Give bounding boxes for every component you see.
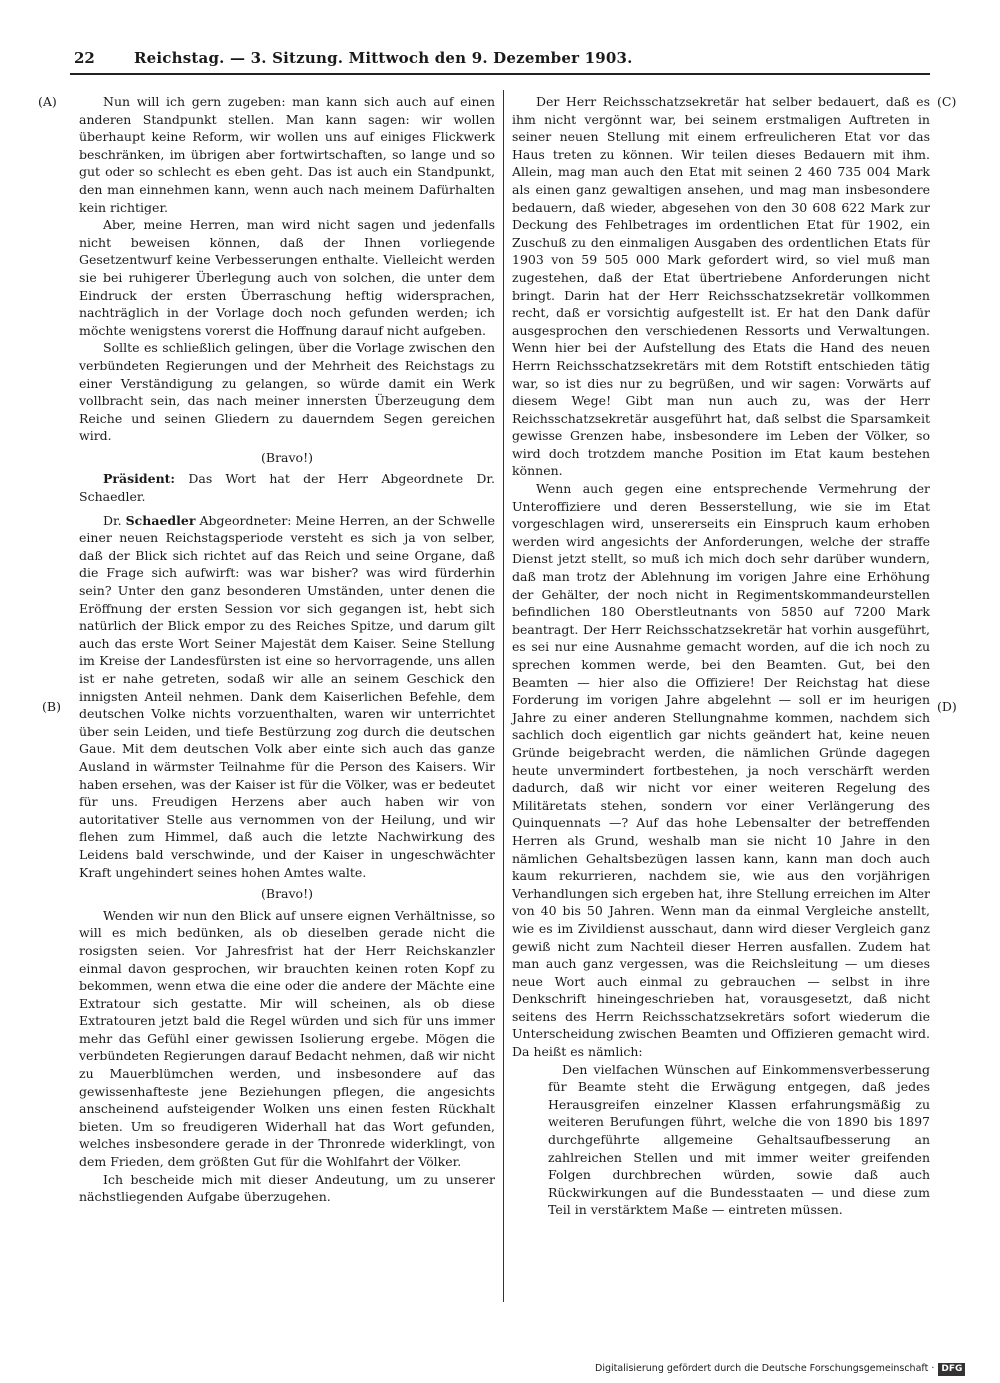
margin-marker-a: (A): [38, 94, 57, 109]
paragraph: Aber, meine Herren, man wird nicht sagen und jedenfalls nicht beweisen können, daß der Ihnen vorliegende Gesetzentwurf keine Verbesserungen enthalte. Vielleicht werden sie bei ruhigerer Überlegung auch von solchen, die unter dem Eindruck der ersten Überraschung heftig widersprachen, nachträglich in der Vorlage doch noch gefunden werden; ich möchte wenigstens vorerst die Hoffnung darauf nicht aufgeben.: [79, 217, 495, 338]
speech-text: Das Wort hat der Herr Abgeordnete Dr. Schaedler.: [79, 471, 495, 505]
speaker-title: Dr.: [103, 512, 122, 528]
digitization-footer: [595, 1360, 995, 1378]
margin-marker-b: (B): [42, 699, 61, 714]
running-title: Reichstag. — 3. Sitzung. Mittwoch den 9. Dezember 1903.: [134, 49, 633, 67]
interjection-bravo: (Bravo!): [261, 886, 313, 902]
footer-text: Digitalisierung gefördert durch die Deutsche Forschungsgemeinschaft ·: [595, 1363, 935, 1374]
speaker-name: Präsident:: [103, 471, 176, 487]
speech-text: Abgeordneter: Meine Herren, an der Schwelle einer neuen Reichstagsperiode versteht es sich ja von selber, daß der Blick sich richtet auf das Reich und seine Organe, daß die Frage sich aufwirft: was war bisher? was wird fürderhin sein? Unter den ganz besonderen Umständen, unter denen die Eröffnung der ersten Session vor sich gegangen ist, hebt sich natürlich der Blick empor zu des Reiches Spitze, und darum gilt auch das erste Wort Seiner Majestät dem Kaiser. Seine Stellung im Kreise der Landesfürsten ist eine so hervorragende, uns allen ist er nahe getreten, sodaß wir alle an seinem Geschick den innigsten Anteil nehmen. Dank dem Kaiserlichen Befehle, dem deutschen Volke nichts vorzuenthalten, waren wir unterrichtet über sein Leiden, und tiefe Bestürzung zog durch die deutschen Gaue. Mit dem deutschen Volk aber einte sich auch das ganze Ausland in wärmster Teilnahme für die Person des Kaisers. Wir haben ersehen, was der Kaiser ist für die Völker, was er bedeutet für uns. Freudigen Herzens aber auch haben wir von autoritativer Stelle aus vernommen von der Heilung, und wir flehen zum Himmel, daß auch die letzte Nachwirkung des Leidens bald verschwinde, und der Kaiser in ungeschwächter Kraft ungehindert seines hohen Amtes walte.: [79, 512, 495, 880]
dfg-logo: DFG: [938, 1363, 965, 1376]
left-column: [79, 93, 495, 1206]
margin-marker-c: (C): [937, 94, 957, 109]
margin-marker-d: (D): [937, 699, 957, 714]
paragraph: Wenden wir nun den Blick auf unsere eignen Verhältnisse, so will es mich bedünken, als ob dieselben gerade nicht die rosigsten seien. Vor Jahresfrist hat der Herr Reichskanzler einmal davon gesprochen, wir brauchten keinen roten Kopf zu bekommen, wenn etwa die eine oder die andere der Mächte eine Extratour sich gestatte. Mir will scheinen, als ob diese Extratouren jetzt bald die Regel würden und sich für uns immer mehr das Gefühl einer gewissen Isolierung ergebe. Mögen die verbündeten Regierungen darauf Bedacht nehmen, daß wir nicht zu Mauerblümchen werden, und insbesondere auf das gewissenhafteste jene Beziehungen pflegen, die angesichts anscheinend aufsteigender Wolken uns einen festen Rückhalt bieten. Um so freudigeren Widerhall hat das Wort gefunden, welches insbesondere gerade in der Thronrede widerklingt, von dem Frieden, dem größten Gut für die Wohlfahrt der Völker.: [79, 907, 495, 1170]
paragraph: Wenn auch gegen eine entsprechende Vermehrung der Unteroffiziere und deren Besserstellung, wie sie im Etat vorgeschlagen wird, unsererseits ein Einspruch kaum erhoben werden wird angesichts der Anforderungen, welche der straffe Dienst jetzt stellt, so muß ich mich doch sehr darüber wundern, daß man trotz der Ablehnung im vorigen Jahre eine Erhöhung der Gehälter, der noch nicht in Regimentskommandeurstellen befindlichen 180 Oberstleutnants von 5850 auf 7200 Mark beantragt. Der Herr Reichsschatzsekretär hat vorhin ausgeführt, es sei nur eine Ausnahme gemacht worden, auf die ich noch zu sprechen kommen werde, bei den Beamten. Gut, bei den Beamten — hier also die Offiziere! Der Reichstag hat diese Forderung im vorigen Jahre abgelehnt — soll er im heurigen Jahre zu einer anderen Stellungnahme kommen, nachdem sich sachlich doch eigentlich gar nichts geändert hat, keine neuen Gründe beigebracht werden, die nämlichen Gründe dagegen heute unvermindert fortbestehen, ja noch verschärft werden dadurch, daß wir nicht vor einer weiteren Regelung des Militäretats stehen, sondern vor einer Verlängerung des Quinquennats —? Auf das hohe Lebensalter der betreffenden Herren als Grund, weshalb man sie nicht 10 Jahre in den nämlichen Gehaltsbezügen lassen kann, kann man doch auch kaum rekurrieren, nachdem sie, wie aus den vorjährigen Verhandlungen sich ergeben hat, ihre Stellung erreichen im Alter von 40 bis 50 Jahren. Wenn man da einmal Vergleiche anstellt, wie es im Zivildienst ausschaut, dann wird dieser Vergleich ganz gewiß nicht zum Nachteil dieser Herren ausfallen. Zudem hat man auch ganz vergessen, was die Reichsleitung — um dieses neue Wort auch einmal zu gebrauchen — selbst in ihre Denkschrift hineingeschrieben hat, vorausgesetzt, daß nicht seitens des Herrn Reichsschatzsekretärs sofort wiederum die Unterscheidung zwischen Beamten und Offizieren gemacht wird. Da heißt es nämlich:: [512, 481, 930, 1060]
page-number: 22: [74, 49, 95, 67]
paragraph: Ich bescheide mich mit dieser Andeutung, um zu unserer nächstliegenden Aufgabe überzugehen.: [79, 1171, 495, 1205]
paragraph-president: [79, 470, 495, 505]
page-header: [74, 46, 633, 70]
right-column: [512, 93, 930, 1219]
speaker-name: Schaedler: [125, 512, 196, 528]
block-quote: Den vielfachen Wünschen auf Einkommensverbesserung für Beamte steht die Erwägung entgegen, daß jedes Herausgreifen einzelner Klassen erfahrungsmäßig zu weiteren Berufungen führt, welche die von 1890 bis 1897 durchgeführte allgemeine Gehaltsaufbesserung an zahlreichen Stellen und mit immer weiter greifenden Folgen durchbrechen würden, sowie daß auch Rückwirkungen auf die Bundesstaaten — und diese zum Teil in verstärktem Maße — eintreten müssen.: [548, 1061, 930, 1218]
interjection-bravo: (Bravo!): [261, 449, 313, 465]
header-rule: [70, 73, 930, 75]
paragraph: Sollte es schließlich gelingen, über die Vorlage zwischen den verbündeten Regierungen und der Mehrheit des Reichstags zu einer Verständigung zu gelangen, so würde damit ein Werk vollbracht sein, das nach meiner innersten Überzeugung dem Reiche und seinen Gliedern zu dauerndem Segen gereichen wird.: [79, 340, 495, 444]
column-divider: [503, 90, 504, 1302]
paragraph: Nun will ich gern zugeben: man kann sich auch auf einen anderen Standpunkt stellen. Man kann sagen: wir wollen überhaupt keine Reform, wir wollen uns auf einiges Flickwerk beschränken, im übrigen aber fortwirtschaften, so lange und so gut oder so schlecht es eben geht. Das ist auch ein Standpunkt, den man einnehmen kann, wenn auch nach meinem Dafürhalten kein richtiger.: [79, 94, 495, 215]
paragraph: Der Herr Reichsschatzsekretär hat selber bedauert, daß es ihm nicht vergönnt war, bei seinem erstmaligen Auftreten in seiner neuen Stellung mit einem erfreulicheren Etat vor das Haus treten zu können. Wir teilen dieses Bedauern mit ihm. Allein, mag man auch den Etat mit seinen 2 460 735 004 Mark als einen ganz gewaltigen ansehen, und mag man insbesondere bedauern, daß wieder, abgesehen von den 30 608 622 Mark zur Deckung des Fehlbetrages im ordentlichen Etat für 1902, ein Zuschuß zu den einmaligen Ausgaben des ordentlichen Etats für 1903 von 59 505 000 Mark gefordert wird, so viel muß man zugestehen, daß der Etat übertriebene Anforderungen nicht bringt. Darin hat der Herr Reichsschatzsekretär vollkommen recht, daß er vorsichtig aufgestellt ist. Er hat den Dank dafür ausgesprochen den verschiedenen Ressorts und Verwaltungen. Wenn hier bei der Aufstellung des Etats die Hand des neuen Herrn Reichsschatzsekretärs mit dem Rotstift entschieden tätig war, so ist dies nur zu begrüßen, und wir sagen: Vorwärts auf diesem Wege! Gibt man nun auch zu, was der Herr Reichsschatzsekretär ausgeführt hat, daß selbst die Sparsamkeit gewisse Grenzen habe, insbesondere im Leben der Völker, so wird doch trotzdem manche Position im Etat kaum bestehen können.: [512, 94, 930, 479]
paragraph-schaedler: [79, 512, 495, 881]
